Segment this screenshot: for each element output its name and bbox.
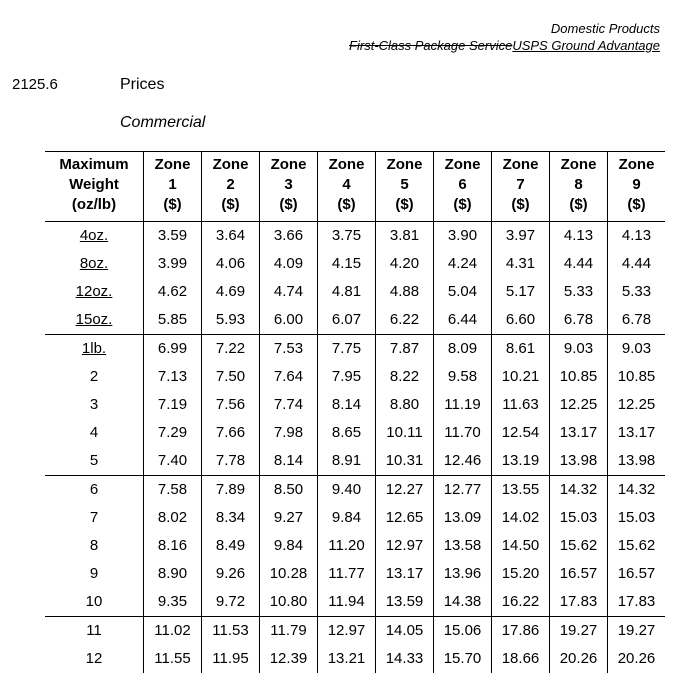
price-cell: 11.79 xyxy=(260,617,318,646)
zone-header-3: Zone 3 ($) xyxy=(260,152,318,222)
price-cell: 8.50 xyxy=(260,476,318,505)
price-cell: 3.97 xyxy=(492,222,550,251)
price-cell: 13.55 xyxy=(492,476,550,505)
price-cell: 11.77 xyxy=(318,560,376,588)
price-cell: 3.75 xyxy=(318,222,376,251)
table-header-row xyxy=(45,152,665,222)
zone-header-9: Zone 9 ($) xyxy=(608,152,666,222)
price-cell: 5.17 xyxy=(492,278,550,306)
price-cell: 7.13 xyxy=(144,363,202,391)
price-cell: 4.09 xyxy=(260,250,318,278)
price-cell: 13.58 xyxy=(434,532,492,560)
price-cell: 11.94 xyxy=(318,588,376,617)
table-row xyxy=(45,532,665,560)
price-cell: 8.22 xyxy=(376,363,434,391)
price-cell: 13.21 xyxy=(318,645,376,673)
price-cell: 7.66 xyxy=(202,419,260,447)
weight-cell: 1lb. xyxy=(45,335,144,364)
price-cell: 4.88 xyxy=(376,278,434,306)
price-cell: 9.27 xyxy=(260,504,318,532)
price-cell: 7.89 xyxy=(202,476,260,505)
price-cell: 4.13 xyxy=(608,222,666,251)
price-cell: 15.70 xyxy=(434,645,492,673)
price-cell: 11.70 xyxy=(434,419,492,447)
weight-cell: 6 xyxy=(45,476,144,505)
price-cell: 7.78 xyxy=(202,447,260,476)
price-cell: 5.33 xyxy=(550,278,608,306)
price-cell: 3.66 xyxy=(260,222,318,251)
weight-cell: 8oz. xyxy=(45,250,144,278)
price-cell: 15.62 xyxy=(550,532,608,560)
price-cell: 12.39 xyxy=(260,645,318,673)
header-service-line xyxy=(349,37,660,54)
price-cell: 12.97 xyxy=(318,617,376,646)
price-cell: 6.78 xyxy=(608,306,666,335)
price-cell: 7.98 xyxy=(260,419,318,447)
price-cell: 10.21 xyxy=(492,363,550,391)
table-row xyxy=(45,419,665,447)
table-row xyxy=(45,504,665,532)
price-cell: 9.03 xyxy=(608,335,666,364)
table-row xyxy=(45,617,665,646)
price-cell: 9.03 xyxy=(550,335,608,364)
price-cell: 9.26 xyxy=(202,560,260,588)
weight-cell: 2 xyxy=(45,363,144,391)
price-cell: 8.65 xyxy=(318,419,376,447)
table-row xyxy=(45,588,665,617)
price-cell: 4.13 xyxy=(550,222,608,251)
price-cell: 16.57 xyxy=(608,560,666,588)
price-cell: 3.59 xyxy=(144,222,202,251)
price-cell: 12.46 xyxy=(434,447,492,476)
price-cell: 13.17 xyxy=(376,560,434,588)
table-row xyxy=(45,447,665,476)
price-cell: 8.02 xyxy=(144,504,202,532)
price-cell: 15.06 xyxy=(434,617,492,646)
table-row xyxy=(45,363,665,391)
price-cell: 8.14 xyxy=(260,447,318,476)
price-cell: 4.69 xyxy=(202,278,260,306)
table-row xyxy=(45,476,665,505)
price-cell: 19.27 xyxy=(550,617,608,646)
zone-header-1: Zone 1 ($) xyxy=(144,152,202,222)
price-cell: 7.50 xyxy=(202,363,260,391)
price-cell: 3.81 xyxy=(376,222,434,251)
price-cell: 14.33 xyxy=(376,645,434,673)
price-cell: 7.56 xyxy=(202,391,260,419)
price-cell: 6.60 xyxy=(492,306,550,335)
zone-header-5: Zone 5 ($) xyxy=(376,152,434,222)
price-cell: 8.80 xyxy=(376,391,434,419)
weight-cell: 4 xyxy=(45,419,144,447)
price-cell: 7.22 xyxy=(202,335,260,364)
price-cell: 19.27 xyxy=(608,617,666,646)
price-cell: 6.22 xyxy=(376,306,434,335)
price-cell: 13.19 xyxy=(492,447,550,476)
table-row xyxy=(45,250,665,278)
price-cell: 12.54 xyxy=(492,419,550,447)
price-cell: 11.53 xyxy=(202,617,260,646)
price-cell: 3.64 xyxy=(202,222,260,251)
section-title: Prices xyxy=(120,76,164,94)
price-cell: 8.34 xyxy=(202,504,260,532)
table-row xyxy=(45,560,665,588)
price-cell: 3.90 xyxy=(434,222,492,251)
price-cell: 16.57 xyxy=(550,560,608,588)
price-cell: 7.29 xyxy=(144,419,202,447)
price-cell: 13.98 xyxy=(608,447,666,476)
price-cell: 6.99 xyxy=(144,335,202,364)
weight-cell: 9 xyxy=(45,560,144,588)
table-row xyxy=(45,645,665,673)
price-cell: 10.31 xyxy=(376,447,434,476)
price-cell: 8.09 xyxy=(434,335,492,364)
price-cell: 17.83 xyxy=(608,588,666,617)
price-cell: 17.86 xyxy=(492,617,550,646)
price-cell: 8.90 xyxy=(144,560,202,588)
price-cell: 11.20 xyxy=(318,532,376,560)
price-cell: 4.44 xyxy=(550,250,608,278)
price-cell: 10.85 xyxy=(550,363,608,391)
weight-cell: 11 xyxy=(45,617,144,646)
document-header xyxy=(349,20,660,54)
price-cell: 12.65 xyxy=(376,504,434,532)
price-cell: 14.38 xyxy=(434,588,492,617)
price-cell: 12.77 xyxy=(434,476,492,505)
price-table xyxy=(45,151,665,673)
price-cell: 12.97 xyxy=(376,532,434,560)
price-cell: 6.00 xyxy=(260,306,318,335)
price-cell: 13.96 xyxy=(434,560,492,588)
price-cell: 4.20 xyxy=(376,250,434,278)
table-row xyxy=(45,222,665,251)
price-cell: 5.85 xyxy=(144,306,202,335)
price-cell: 8.91 xyxy=(318,447,376,476)
price-cell: 8.14 xyxy=(318,391,376,419)
weight-column-header: Maximum Weight (oz/lb) xyxy=(45,152,144,222)
price-cell: 7.74 xyxy=(260,391,318,419)
weight-cell: 8 xyxy=(45,532,144,560)
weight-cell: 10 xyxy=(45,588,144,617)
table-row xyxy=(45,335,665,364)
price-cell: 18.66 xyxy=(492,645,550,673)
weight-cell: 3 xyxy=(45,391,144,419)
price-cell: 6.78 xyxy=(550,306,608,335)
price-cell: 8.49 xyxy=(202,532,260,560)
price-cell: 9.84 xyxy=(318,504,376,532)
header-product-line: Domestic Products xyxy=(349,20,660,37)
price-cell: 5.04 xyxy=(434,278,492,306)
price-cell: 15.03 xyxy=(608,504,666,532)
section-subtitle: Commercial xyxy=(120,114,205,132)
price-cell: 7.64 xyxy=(260,363,318,391)
section-number: 2125.6 xyxy=(12,76,58,93)
price-cell: 4.62 xyxy=(144,278,202,306)
price-cell: 7.40 xyxy=(144,447,202,476)
weight-cell: 4oz. xyxy=(45,222,144,251)
zone-header-2: Zone 2 ($) xyxy=(202,152,260,222)
price-cell: 14.50 xyxy=(492,532,550,560)
price-cell: 4.24 xyxy=(434,250,492,278)
price-cell: 4.81 xyxy=(318,278,376,306)
price-cell: 7.19 xyxy=(144,391,202,419)
zone-header-4: Zone 4 ($) xyxy=(318,152,376,222)
price-cell: 11.02 xyxy=(144,617,202,646)
weight-cell: 7 xyxy=(45,504,144,532)
price-cell: 11.95 xyxy=(202,645,260,673)
price-cell: 6.44 xyxy=(434,306,492,335)
zone-header-7: Zone 7 ($) xyxy=(492,152,550,222)
table-row xyxy=(45,278,665,306)
price-cell: 20.26 xyxy=(550,645,608,673)
price-cell: 15.03 xyxy=(550,504,608,532)
price-cell: 7.75 xyxy=(318,335,376,364)
price-cell: 13.59 xyxy=(376,588,434,617)
weight-cell: 12oz. xyxy=(45,278,144,306)
price-cell: 5.33 xyxy=(608,278,666,306)
price-cell: 7.58 xyxy=(144,476,202,505)
price-cell: 15.20 xyxy=(492,560,550,588)
price-cell: 14.32 xyxy=(608,476,666,505)
price-cell: 4.44 xyxy=(608,250,666,278)
price-cell: 12.27 xyxy=(376,476,434,505)
price-cell: 7.87 xyxy=(376,335,434,364)
price-cell: 5.93 xyxy=(202,306,260,335)
zone-header-6: Zone 6 ($) xyxy=(434,152,492,222)
price-cell: 9.58 xyxy=(434,363,492,391)
weight-cell: 5 xyxy=(45,447,144,476)
table-body xyxy=(45,222,665,673)
price-cell: 9.35 xyxy=(144,588,202,617)
price-cell: 13.17 xyxy=(608,419,666,447)
price-cell: 10.85 xyxy=(608,363,666,391)
table-row xyxy=(45,391,665,419)
zone-header-8: Zone 8 ($) xyxy=(550,152,608,222)
price-cell: 9.40 xyxy=(318,476,376,505)
price-cell: 4.06 xyxy=(202,250,260,278)
price-cell: 13.17 xyxy=(550,419,608,447)
price-cell: 17.83 xyxy=(550,588,608,617)
price-cell: 11.63 xyxy=(492,391,550,419)
price-cell: 7.53 xyxy=(260,335,318,364)
price-cell: 4.74 xyxy=(260,278,318,306)
price-cell: 14.32 xyxy=(550,476,608,505)
price-cell: 14.05 xyxy=(376,617,434,646)
price-cell: 13.09 xyxy=(434,504,492,532)
price-cell: 10.11 xyxy=(376,419,434,447)
price-cell: 12.25 xyxy=(608,391,666,419)
price-cell: 16.22 xyxy=(492,588,550,617)
price-cell: 7.95 xyxy=(318,363,376,391)
price-cell: 20.26 xyxy=(608,645,666,673)
price-cell: 9.72 xyxy=(202,588,260,617)
price-cell: 8.61 xyxy=(492,335,550,364)
new-service-name: USPS Ground Advantage xyxy=(512,38,660,53)
price-cell: 13.98 xyxy=(550,447,608,476)
price-cell: 15.62 xyxy=(608,532,666,560)
price-cell: 3.99 xyxy=(144,250,202,278)
price-cell: 6.07 xyxy=(318,306,376,335)
weight-cell: 15oz. xyxy=(45,306,144,335)
price-cell: 14.02 xyxy=(492,504,550,532)
price-cell: 8.16 xyxy=(144,532,202,560)
price-cell: 9.84 xyxy=(260,532,318,560)
weight-cell: 12 xyxy=(45,645,144,673)
struck-service-name: First-Class Package Service xyxy=(349,38,512,53)
price-cell: 10.80 xyxy=(260,588,318,617)
price-cell: 4.31 xyxy=(492,250,550,278)
price-cell: 10.28 xyxy=(260,560,318,588)
table-row xyxy=(45,306,665,335)
price-cell: 11.19 xyxy=(434,391,492,419)
price-cell: 11.55 xyxy=(144,645,202,673)
price-cell: 4.15 xyxy=(318,250,376,278)
price-cell: 12.25 xyxy=(550,391,608,419)
